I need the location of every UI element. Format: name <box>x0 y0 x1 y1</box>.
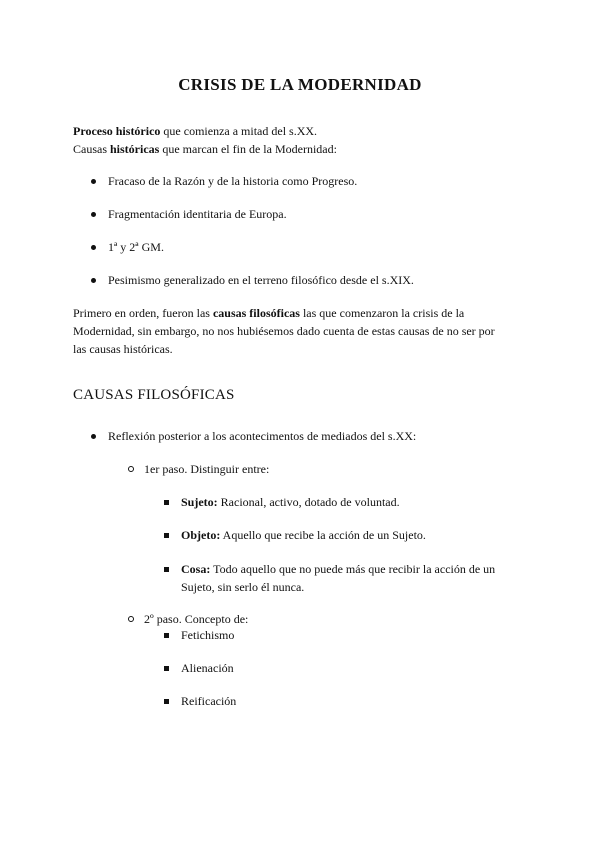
term-label: Cosa: <box>181 562 211 576</box>
intro-line1-text: que comienza a mitad del s.XX. <box>160 124 318 138</box>
list-item <box>108 271 538 289</box>
bullet-square-icon <box>164 533 169 538</box>
reflection-text: Reflexión posterior a los acontecimentos de mediados del s.XX: <box>108 429 417 443</box>
cause-text: Fracaso de la Razón y de la historia como Progreso. <box>108 174 358 188</box>
bullet-square-icon <box>164 666 169 671</box>
intro-paragraph <box>73 122 533 158</box>
philosophy-paragraph <box>73 304 503 358</box>
bullet-square-icon <box>164 699 169 704</box>
bullet-dot-icon <box>91 212 96 217</box>
list-item <box>108 238 538 256</box>
list-item <box>181 493 511 511</box>
term-definition: Racional, activo, dotado de voluntad. <box>217 495 400 509</box>
cause-text: Fragmentación identitaria de Europa. <box>108 207 287 221</box>
reflection-item <box>108 427 538 445</box>
concept-text: Fetichismo <box>181 628 235 642</box>
term-definition: Todo aquello que no puede más que recibir la acción de un Sujeto, sin serlo él nunca. <box>181 562 496 594</box>
list-item <box>181 659 511 677</box>
bullet-square-icon <box>164 633 169 638</box>
term-label: Sujeto: <box>181 495 218 509</box>
step1-item <box>144 460 574 478</box>
bullet-square-icon <box>164 500 169 505</box>
step1-label: 1er paso. Distinguir entre: <box>144 462 270 476</box>
bullet-dot-icon <box>91 434 96 439</box>
section-title: CAUSAS FILOSÓFICAS <box>73 387 235 403</box>
intro-line2-text: que marcan el fin de la Modernidad: <box>159 142 337 156</box>
step2-label: 2º paso. Concepto de: <box>144 612 249 626</box>
paragraph-bold: causas filosóficas <box>212 306 300 320</box>
bullet-circle-icon <box>128 466 134 472</box>
paragraph-post: las que comenzaron la crisis de la Modernidad, sin embargo, no nos hubiésemos dado cuenta de estas causas de no ser por las causas históricas. <box>73 306 495 356</box>
list-item <box>108 205 538 223</box>
list-item <box>181 526 511 544</box>
cause-text: Pesimismo generalizado en el terreno filosófico desde el s.XIX. <box>108 273 414 287</box>
intro-bold-process: Proceso histórico <box>73 124 161 138</box>
paragraph-pre: Primero en orden, fueron las <box>73 306 213 320</box>
term-definition: Aquello que recibe la acción de un Sujeto. <box>220 528 426 542</box>
term-label: Objeto: <box>181 528 221 542</box>
page-title: CRISIS DE LA MODERNIDAD <box>178 75 422 94</box>
bullet-dot-icon <box>91 278 96 283</box>
cause-text: 1ª y 2ª GM. <box>108 240 164 254</box>
concept-text: Reificación <box>181 694 237 708</box>
intro-bold-historicas: históricas <box>110 142 160 156</box>
intro-line2-pre: Causas <box>73 142 110 156</box>
list-item <box>108 172 538 190</box>
concept-text: Alienación <box>181 661 234 675</box>
list-item <box>181 692 511 710</box>
bullet-square-icon <box>164 567 169 572</box>
bullet-dot-icon <box>91 179 96 184</box>
list-item <box>181 560 511 596</box>
bullet-circle-icon <box>128 616 134 622</box>
bullet-dot-icon <box>91 245 96 250</box>
list-item <box>181 626 511 644</box>
